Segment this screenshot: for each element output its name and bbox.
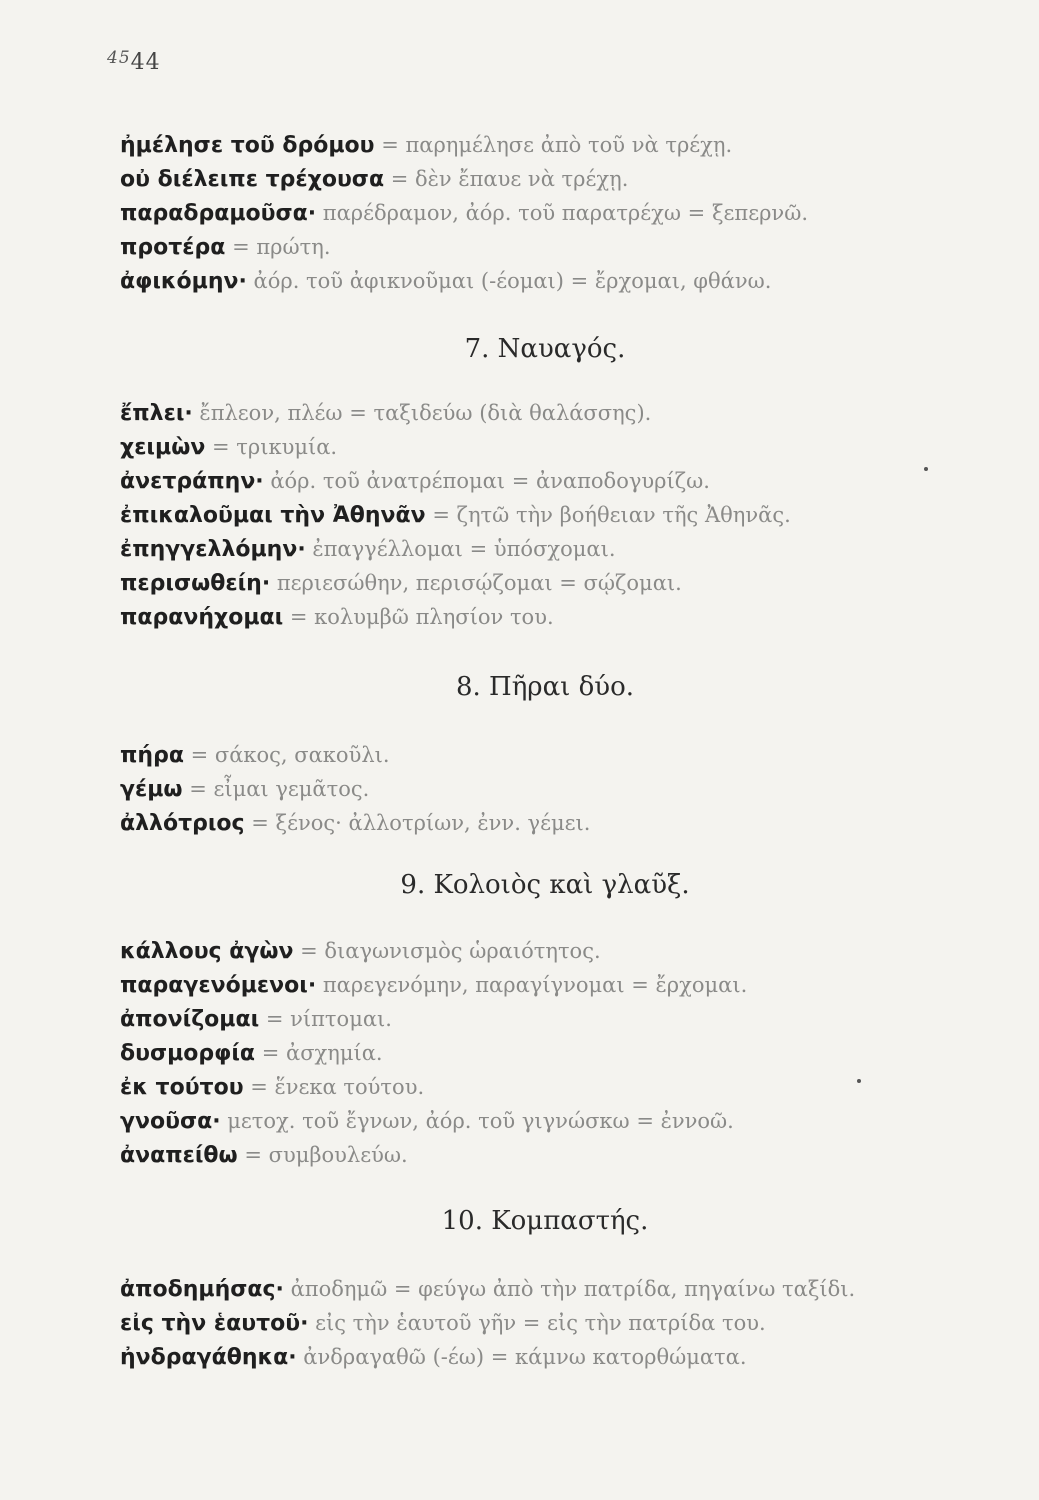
vocab-block-6-continued [120, 128, 970, 298]
vocab-entry [120, 1340, 970, 1374]
vocab-term: πήρα [120, 743, 184, 768]
vocab-gloss: = ξένος· ἀλλοτρίων, ἐνν. γέμει. [244, 811, 591, 835]
vocab-gloss: = παρημέλησε ἀπὸ τοῦ νὰ τρέχῃ. [374, 133, 733, 157]
vocab-term: ἠνδραγάθηκα· [120, 1345, 297, 1370]
vocab-gloss: ἐπαγγέλλομαι = ὑπόσχομαι. [305, 537, 616, 561]
vocab-entry [120, 806, 970, 840]
vocab-gloss: = σάκος, σακοῦλι. [183, 743, 390, 767]
vocab-term: ἀπονίζομαι [120, 1007, 260, 1032]
vocab-entry [120, 128, 970, 162]
vocab-entry [120, 1306, 970, 1340]
vocab-gloss: παρέδραμον, ἀόρ. τοῦ παρατρέχω = ξεπερνῶ. [316, 201, 808, 225]
vocab-gloss: εἰς τὴν ἑαυτοῦ γῆν = εἰς τὴν πατρίδα του. [308, 1311, 766, 1335]
page-number [107, 48, 161, 75]
vocab-entry [120, 934, 970, 968]
vocab-term: γνοῦσα· [120, 1109, 221, 1134]
vocab-block-7 [120, 396, 970, 634]
section-heading-7: 7. Ναυαγός. [464, 334, 626, 364]
print-speck [857, 1079, 861, 1083]
vocab-block-10 [120, 1272, 970, 1374]
vocab-entry [120, 738, 970, 772]
vocab-gloss: = νίπτομαι. [259, 1007, 392, 1031]
vocab-entry [120, 600, 970, 634]
vocab-term: ἀφικόμην· [120, 269, 247, 294]
vocab-term: δυσμορφία [120, 1041, 256, 1066]
vocab-entry [120, 396, 970, 430]
vocab-block-9 [120, 934, 970, 1172]
page-number-value: 44 [130, 50, 161, 75]
vocab-entry [120, 1138, 970, 1172]
vocab-term: ἠμέλησε τοῦ δρόμου [120, 133, 375, 158]
vocab-gloss: = δὲν ἔπαυε νὰ τρέχῃ. [384, 167, 629, 191]
vocab-gloss: = ζητῶ τὴν βοήθειαν τῆς Ἀθηνᾶς. [425, 503, 791, 527]
vocab-gloss: μετοχ. τοῦ ἔγνων, ἀόρ. τοῦ γιγνώσκω = ἐννοῶ. [220, 1109, 734, 1133]
vocab-term: εἰς τὴν ἑαυτοῦ· [120, 1311, 309, 1336]
vocab-entry [120, 1070, 970, 1104]
vocab-gloss: = κολυμβῶ πλησίον του. [283, 605, 554, 629]
vocab-gloss: = εἶμαι γεμᾶτος. [182, 777, 370, 801]
section-heading-9: 9. Κολοιὸς καὶ γλαῦξ. [400, 870, 690, 900]
vocab-gloss: = διαγωνισμὸς ὡραιότητος. [293, 939, 601, 963]
vocab-term: παραγενόμενοι· [120, 973, 317, 998]
vocab-block-8 [120, 738, 970, 840]
vocab-entry [120, 772, 970, 806]
vocab-entry [120, 566, 970, 600]
page-number-mark: 45 [107, 48, 131, 68]
vocab-gloss: = πρώτη. [225, 235, 331, 259]
vocab-term: προτέρα [120, 235, 226, 260]
section-heading-10: 10. Κομπαστής. [441, 1206, 649, 1236]
vocab-entry [120, 1272, 970, 1306]
vocab-term: ἀναπείθω [120, 1143, 238, 1168]
vocab-gloss: ἀνδραγαθῶ (-έω) = κάμνω κατορθώματα. [296, 1345, 747, 1369]
vocab-entry [120, 1104, 970, 1138]
vocab-entry [120, 1002, 970, 1036]
vocab-entry [120, 498, 970, 532]
vocab-term: ἐπικαλοῦμαι τὴν Ἀθηνᾶν [120, 503, 426, 528]
vocab-entry [120, 196, 970, 230]
vocab-gloss: = ἀσχημία. [255, 1041, 383, 1065]
vocab-gloss: ἀποδημῶ = φεύγω ἀπὸ τὴν πατρίδα, πηγαίνω ταξίδι. [283, 1277, 856, 1301]
vocab-gloss: = συμβουλεύω. [237, 1143, 408, 1167]
vocab-term: ἔπλει· [120, 401, 193, 426]
vocab-entry [120, 1036, 970, 1070]
vocab-term: παραδραμοῦσα· [120, 201, 317, 226]
vocab-term: περισωθείη· [120, 571, 271, 596]
vocab-entry [120, 162, 970, 196]
vocab-entry [120, 464, 970, 498]
vocab-entry [120, 968, 970, 1002]
vocab-gloss: = ἕνεκα τούτου. [243, 1075, 425, 1099]
vocab-gloss: = τρικυμία. [205, 435, 338, 459]
vocab-term: ἀποδημήσας· [120, 1277, 284, 1302]
vocab-gloss: παρεγενόμην, παραγίγνομαι = ἔρχομαι. [316, 973, 748, 997]
vocab-entry [120, 532, 970, 566]
vocab-term: οὐ διέλειπε τρέχουσα [120, 167, 385, 192]
vocab-term: χειμὼν [120, 435, 206, 460]
vocab-term: ἀνετράπην· [120, 469, 264, 494]
vocab-gloss: ἀόρ. τοῦ ἀνατρέπομαι = ἀναποδογυρίζω. [263, 469, 710, 493]
vocab-term: ἐπηγγελλόμην· [120, 537, 306, 562]
vocab-entry [120, 264, 970, 298]
vocab-entry [120, 230, 970, 264]
vocab-term: ἀλλότριος [120, 811, 245, 836]
vocab-term: ἐκ τούτου [120, 1075, 244, 1100]
vocab-term: παρανήχομαι [120, 605, 284, 630]
print-speck [924, 467, 928, 471]
vocab-gloss: περιεσώθην, περισῴζομαι = σῴζομαι. [270, 571, 682, 595]
vocab-gloss: ἔπλεον, πλέω = ταξιδεύω (διὰ θαλάσσης). [192, 401, 652, 425]
section-heading-8: 8. Πῆραι δύο. [455, 672, 634, 702]
vocab-gloss: ἀόρ. τοῦ ἀφικνοῦμαι (-έομαι) = ἔρχομαι, φθάνω. [246, 269, 772, 293]
vocab-entry [120, 430, 970, 464]
vocab-term: γέμω [120, 777, 183, 802]
vocab-term: κάλλους ἀγὼν [120, 939, 294, 964]
